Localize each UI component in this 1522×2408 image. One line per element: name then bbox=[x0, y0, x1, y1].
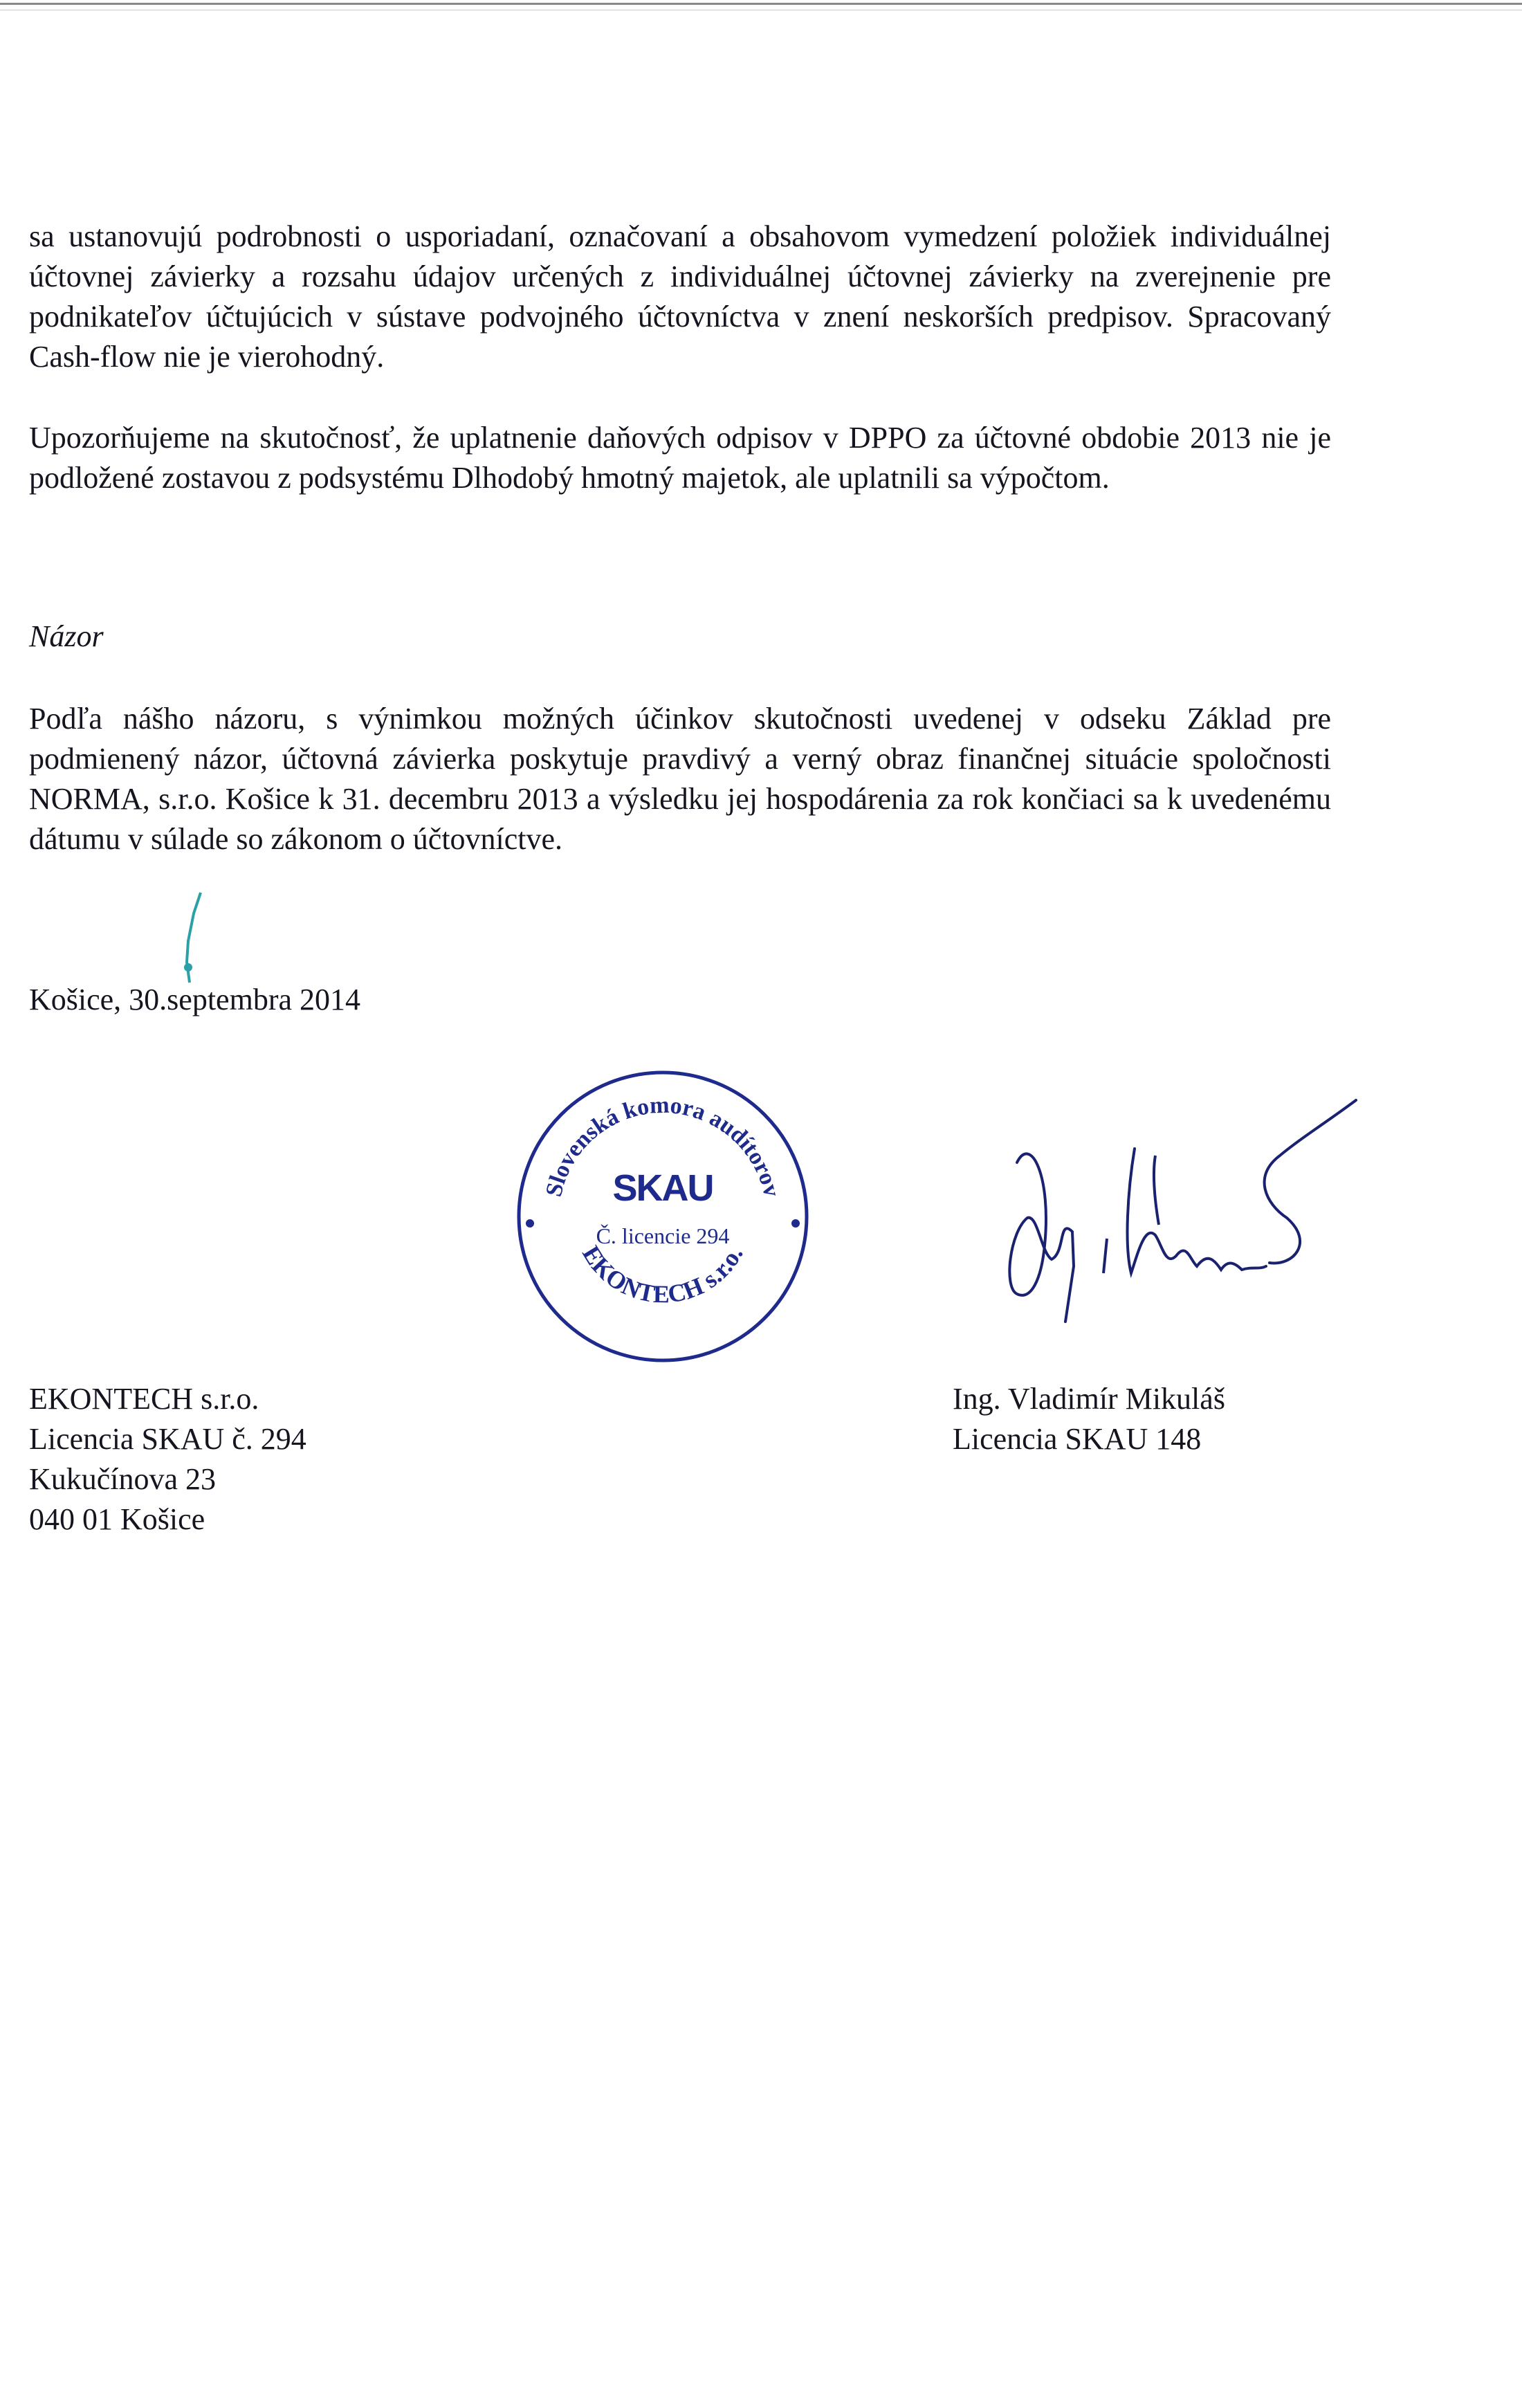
official-stamp bbox=[511, 1064, 815, 1369]
auditor-name: Ing. Vladimír Mikuláš bbox=[953, 1382, 1225, 1416]
stamp-graphic bbox=[511, 1064, 815, 1369]
firm-license: Licencia SKAU č. 294 bbox=[29, 1422, 306, 1456]
firm-street: Kukučínova 23 bbox=[29, 1462, 217, 1496]
firm-city: 040 01 Košice bbox=[29, 1502, 205, 1536]
firm-name: EKONTECH s.r.o. bbox=[29, 1382, 259, 1416]
stamp-license-text: Č. licencie 294 bbox=[596, 1223, 730, 1248]
stamp-logo-text: SKAU bbox=[612, 1167, 713, 1209]
stamp-bottom-arc-text: EKONTECH s.r.o. bbox=[577, 1241, 749, 1308]
place-and-date: Košice, 30.septembra 2014 bbox=[29, 983, 360, 1016]
section-heading-opinion: Názor bbox=[29, 619, 104, 653]
auditor-license: Licencia SKAU 148 bbox=[953, 1422, 1202, 1456]
scan-edge-line bbox=[0, 3, 1522, 5]
paragraph-regulation: sa ustanovujú podrobnosti o usporiadaní, označovaní a obsahovom vymedzení položiek individuálnej účtovnej závierky a rozsahu údajov určených z individuálnej účtovnej závierky na zverejnenie pre podnikateľov účtujúcich v sústave podvojného účtovníctva v znení neskorších predpisov. Spracovaný Cash-flow nie je vierohodný. bbox=[29, 219, 1331, 374]
handwritten-signature bbox=[989, 1093, 1377, 1412]
paragraph-notice: Upozorňujeme na skutočnosť, že uplatnenie daňových odpisov v DPPO za účtovné obdobie 2013 nie je podložené zostavou z podsystému Dlhodobý hmotný majetok, ale uplatnili sa výpočtom. bbox=[29, 421, 1331, 495]
paragraph-opinion: Podľa nášho názoru, s výnimkou možných účinkov skutočnosti uvedenej v odseku Základ pre podmienený názor, účtovná závierka poskytuje pravdivý a verný obraz finančnej situácie spoločnosti NORMA, s.r.o. Košice k 31. decembru 2013 a výsledku jej hospodárenia za rok končiaci sa k uvedenému dátumu v súlade so zákonom o účtovníctve. bbox=[29, 702, 1331, 856]
stamp-top-arc-text: Slovenská komora audítorov bbox=[540, 1092, 785, 1200]
